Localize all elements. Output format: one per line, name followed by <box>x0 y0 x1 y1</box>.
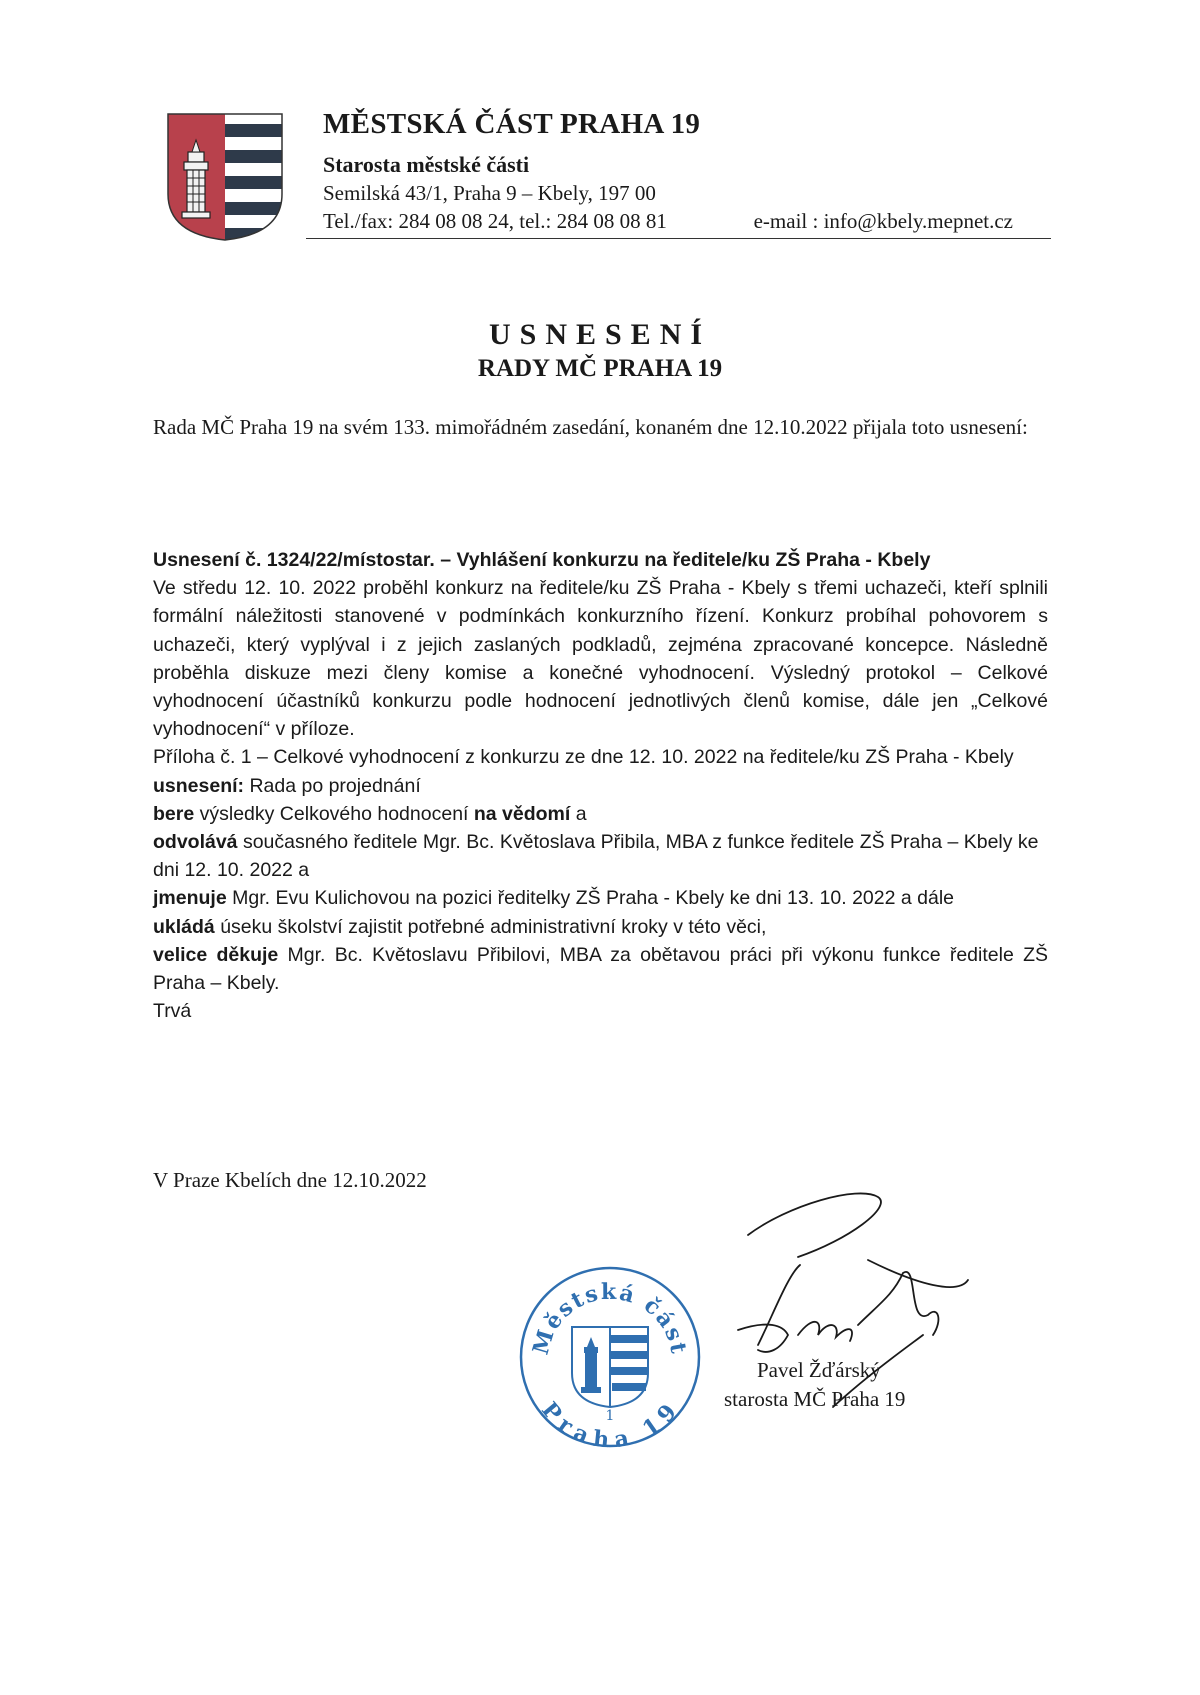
contact-line <box>323 209 1013 234</box>
stamp-number: 1 <box>605 1408 615 1424</box>
email-address: e-mail : info@kbely.mepnet.cz <box>753 209 1013 233</box>
takes-text: výsledky Celkového hodnocení <box>194 802 474 825</box>
organization-name: MĚSTSKÁ ČÁST PRAHA 19 <box>323 108 701 140</box>
appoints-verb: jmenuje <box>153 887 227 910</box>
assigns-line <box>153 913 1048 941</box>
assigns-verb: ukládá <box>153 915 215 938</box>
stamp-top-text: Městská část <box>527 1278 692 1358</box>
status-line: Trvá <box>153 1000 192 1023</box>
thanks-verb: velice děkuje <box>153 943 279 966</box>
municipal-crest-logo <box>166 112 284 242</box>
takes-verb: bere <box>153 802 195 825</box>
thanks-text: Mgr. Bc. Květoslavu Přibilovi, MBA za obětavou práci při výkonu funkce ředitele ZŠ Praha – Kbely. <box>153 943 1048 995</box>
dismisses-verb: odvolává <box>153 831 238 854</box>
takes-verb-2: na vědomí <box>473 802 571 825</box>
intro-paragraph: Rada MČ Praha 19 na svém 133. mimořádném zasedání, konaném dne 12.10.2022 přijala toto usnesení: <box>153 415 1028 439</box>
signer-role: starosta MČ Praha 19 <box>724 1387 906 1411</box>
decision-text: Rada po projednání <box>244 774 421 797</box>
resolution-body <box>153 546 1048 1025</box>
takes-note-line <box>153 800 1048 828</box>
document-title: USNESENÍ <box>488 318 712 351</box>
takes-end: a <box>570 802 587 825</box>
stamp-bottom-text: Praha 19 <box>536 1397 684 1449</box>
appoints-line <box>153 884 1048 912</box>
decision-line <box>153 772 1048 800</box>
header-divider <box>306 238 1051 239</box>
dismisses-line <box>153 828 1048 884</box>
thanks-line <box>153 941 1048 997</box>
resolution-paragraph: Ve středu 12. 10. 2022 proběhl konkurz na ředitele/ku ZŠ Praha - Kbely s třemi uchazeči, kteří splnili formální náležitosti stanovené v podmínkách konkurzního řízení. Konkurz probíhal pohovorem s uchazeči, který vyplýval i z jejich zaslaných podkladů, zejména zpracované koncepce. Následně proběhla diskuze mezi členy komise a konečné vyhodnocení. Výsledný protokol – Celkové vyhodnocení účastníků konkurzu podle hodnocení jednotlivých členů komise, dále jen „Celkové vyhodnocení“ v příloze. <box>153 577 1048 741</box>
dismisses-text: současného ředitele Mgr. Bc. Květoslava Přibila, MBA z funkce ředitele ZŠ Praha – Kbely ke dni 12. 10. 2022 a <box>153 831 1039 882</box>
office-address: Semilská 43/1, Praha 9 – Kbely, 197 00 <box>323 181 656 205</box>
phone-numbers: Tel./fax: 284 08 08 24, tel.: 284 08 08 81 <box>323 209 667 233</box>
place-and-date: V Praze Kbelích dne 12.10.2022 <box>153 1168 427 1192</box>
document-subtitle: RADY MČ PRAHA 19 <box>477 355 723 382</box>
assigns-text: úseku školství zajistit potřebné administrativní kroky v této věci, <box>214 915 767 938</box>
office-name: Starosta městské části <box>323 152 530 177</box>
decision-label: usnesení: <box>153 774 245 797</box>
official-stamp <box>518 1265 702 1449</box>
resolution-heading: Usnesení č. 1324/22/místostar. – Vyhlášení konkurzu na ředitele/ku ZŠ Praha - Kbely <box>153 549 931 571</box>
attachment-note: Příloha č. 1 – Celkové vyhodnocení z konkurzu ze dne 12. 10. 2022 na ředitele/ku ZŠ Praha - Kbely <box>153 746 1014 769</box>
signer-name: Pavel Žďárský <box>757 1358 881 1382</box>
appoints-text: Mgr. Evu Kulichovou na pozici ředitelky ZŠ Praha - Kbely ke dni 13. 10. 2022 a dále <box>226 887 955 910</box>
